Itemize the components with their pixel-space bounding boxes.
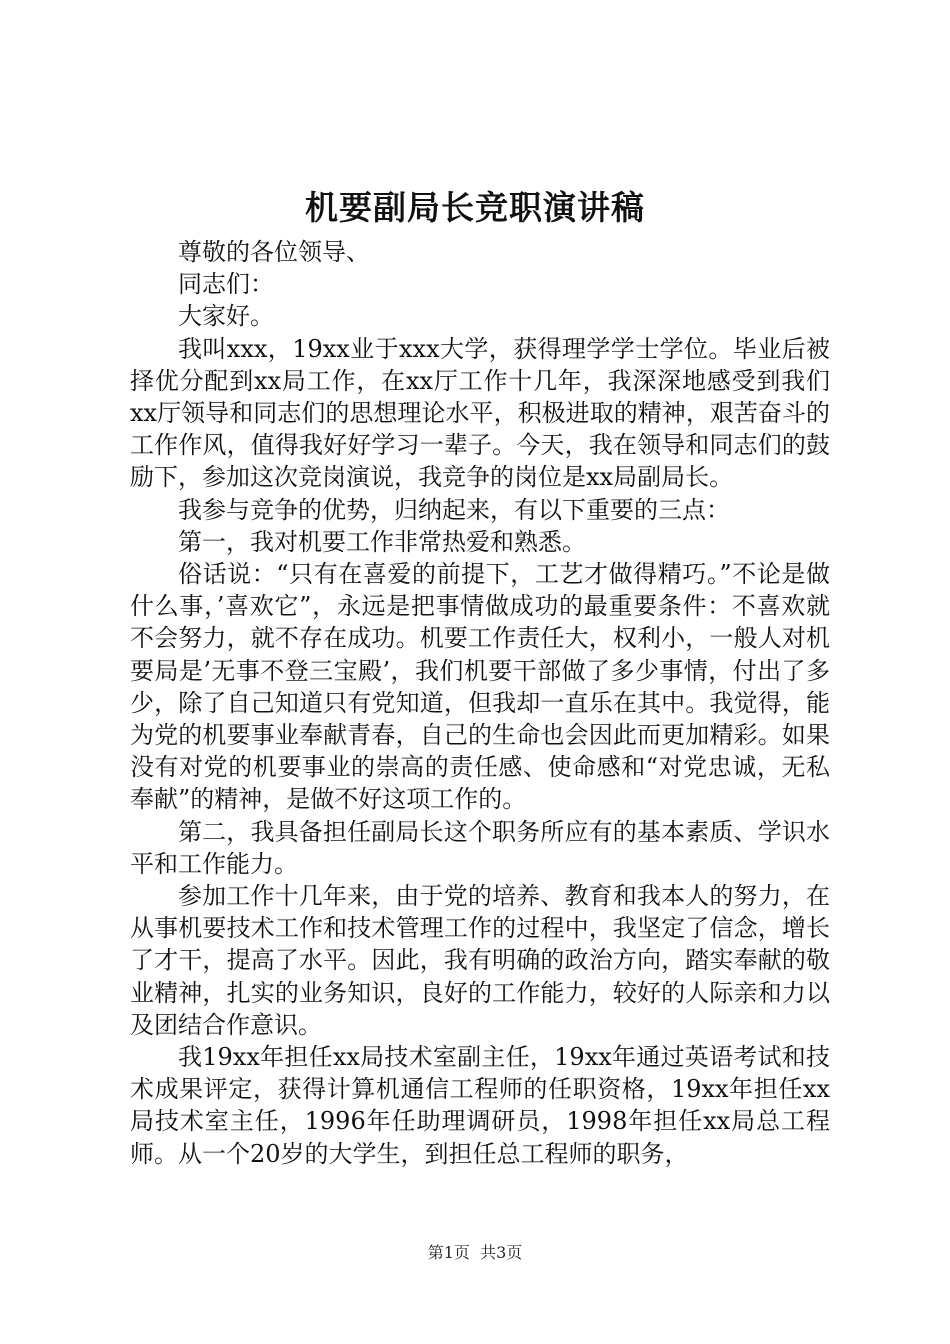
paragraph-point-one-detail: 俗话说：“只有在喜爱的前提下，工艺才做得精巧。”不论是做什么事，’喜欢它”，永远是把事情做成功的最重要条件：不喜欢就不会努力，就不存在成功。机要工作责任大，权利小，一般人对机要局是’无事不登三宝殿’，我们机要干部做了多少事情，付出了多少，除了自己知道只有党知道，但我却一直乐在其中。我觉得，能为党的机要事业奉献青春，自己的生命也会因此而更加精彩。如果没有对党的机要事业的崇高的责任感、使命感和“对党忠诚，无私奉献”的精神，是做不好这项工作的。 [130, 560, 830, 814]
paragraph-point-one: 第一，我对机要工作非常热爱和熟悉。 [178, 527, 586, 556]
paragraph-career-history: 我19xx年担任xx局技术室副主任，19xx年通过英语考试和技术成果评定，获得计算机通信工程师的任职资格，19xx年担任xx局技术室主任，1996年任助理调研员，1998年担任xx局总工程师。从一个20岁的大学生，到担任总工程师的职务， [130, 1043, 830, 1168]
salutation-line-2: 同志们： [178, 270, 274, 299]
page-number: 第1页 [427, 1243, 470, 1262]
document-body [130, 236, 830, 1170]
salutation-line-1: 尊敬的各位领导、 [178, 238, 370, 266]
page-total: 共3页 [480, 1243, 523, 1262]
page-footer [0, 1242, 950, 1264]
document-title: 机要副局长竞职演讲稿 [305, 188, 645, 227]
paragraph-advantages-intro: 我参与竞争的优势，归纳起来，有以下重要的三点： [178, 495, 730, 524]
paragraph-introduction: 我叫xxx，19xx业于xxx大学，获得理学学士学位。毕业后被择优分配到xx局工作，在xx厅工作十几年，我深深地感受到我们xx厅领导和同志们的思想理论水平，积极进取的精神，艰苦奋斗的工作作风，值得我好好学习一辈子。今天，我在领导和同志们的鼓励下，参加这次竞岗演说，我竞争的岗位是xx局副局长。 [130, 334, 830, 492]
greeting-line: 大家好。 [178, 302, 274, 331]
paragraph-point-two: 第二，我具备担任副局长这个职务所应有的基本素质、学识水平和工作能力。 [130, 817, 830, 878]
paragraph-point-two-detail: 参加工作十几年来，由于党的培养、教育和我本人的努力，在从事机要技术工作和技术管理工作的过程中，我坚定了信念，增长了才干，提高了水平。因此，我有明确的政治方向，踏实奉献的敬业精神，扎实的业务知识，良好的工作能力，较好的人际亲和力以及团结合作意识。 [130, 882, 830, 1039]
